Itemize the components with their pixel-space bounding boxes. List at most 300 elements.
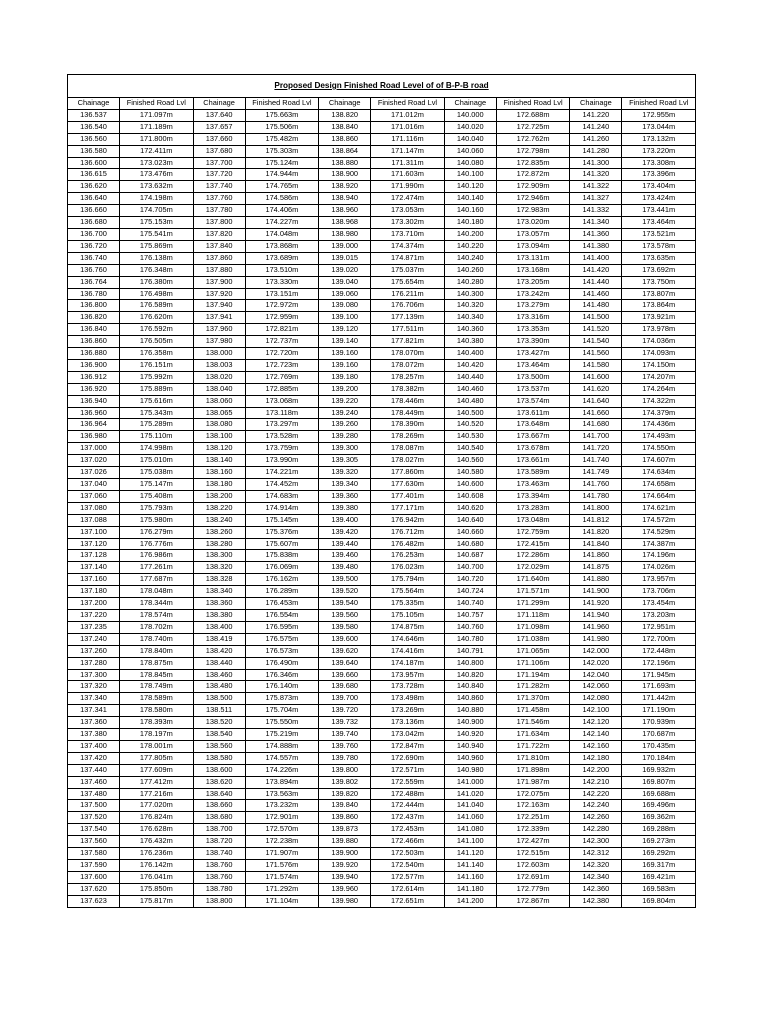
chainage-cell: 140.160 [444, 205, 496, 217]
chainage-cell: 137.980 [193, 336, 245, 348]
finished-level-cell: 176.279m [120, 526, 194, 538]
finished-level-cell: 173.220m [622, 145, 696, 157]
finished-level-cell: 172.769m [245, 371, 319, 383]
finished-level-cell: 176.162m [245, 574, 319, 586]
finished-level-cell: 174.998m [120, 443, 194, 455]
chainage-cell: 137.240 [68, 633, 120, 645]
chainage-cell: 138.540 [193, 729, 245, 741]
chainage-cell: 138.680 [193, 812, 245, 824]
chainage-cell: 137.660 [193, 133, 245, 145]
finished-level-cell: 173.279m [496, 300, 570, 312]
chainage-cell: 140.620 [444, 502, 496, 514]
chainage-cell: 138.000 [193, 348, 245, 360]
finished-level-cell: 171.106m [496, 657, 570, 669]
finished-level-cell: 174.664m [622, 490, 696, 502]
finished-level-cell: 178.840m [120, 645, 194, 657]
chainage-cell: 136.537 [68, 109, 120, 121]
finished-level-cell: 174.888m [245, 740, 319, 752]
chainage-cell: 141.400 [570, 252, 622, 264]
chainage-cell: 139.220 [319, 395, 371, 407]
chainage-cell: 138.500 [193, 693, 245, 705]
table-row [68, 133, 696, 145]
table-row [68, 860, 696, 872]
finished-level-cell: 172.488m [371, 788, 445, 800]
chainage-cell: 141.320 [570, 169, 622, 181]
finished-level-cell: 173.353m [496, 324, 570, 336]
chainage-cell: 140.420 [444, 359, 496, 371]
finished-level-cell: 173.510m [245, 264, 319, 276]
finished-level-cell: 172.540m [371, 860, 445, 872]
finished-level-cell: 175.654m [371, 276, 445, 288]
chainage-cell: 139.100 [319, 312, 371, 324]
table-row [68, 145, 696, 157]
finished-level-cell: 172.411m [120, 145, 194, 157]
finished-level-cell: 171.065m [496, 645, 570, 657]
finished-level-cell: 174.683m [245, 490, 319, 502]
finished-level-cell: 173.269m [371, 705, 445, 717]
finished-level-cell: 173.464m [496, 359, 570, 371]
finished-level-cell: 173.132m [622, 133, 696, 145]
finished-level-cell: 174.198m [120, 193, 194, 205]
finished-level-cell: 169.292m [622, 848, 696, 860]
chainage-cell: 141.380 [570, 240, 622, 252]
chainage-cell: 140.400 [444, 348, 496, 360]
finished-level-cell: 176.628m [120, 824, 194, 836]
chainage-cell: 141.140 [444, 860, 496, 872]
finished-level-cell: 174.221m [245, 467, 319, 479]
chainage-cell: 136.540 [68, 121, 120, 133]
chainage-cell: 141.900 [570, 586, 622, 598]
header-finished-level: Finished Road Lvl [245, 98, 319, 110]
finished-level-cell: 175.145m [245, 514, 319, 526]
chainage-cell: 140.820 [444, 669, 496, 681]
finished-level-cell: 178.027m [371, 455, 445, 467]
chainage-cell: 138.419 [193, 633, 245, 645]
finished-level-cell: 174.226m [245, 764, 319, 776]
finished-level-cell: 173.404m [622, 181, 696, 193]
finished-level-cell: 169.583m [622, 883, 696, 895]
chainage-cell: 138.860 [319, 133, 371, 145]
chainage-cell: 137.460 [68, 776, 120, 788]
chainage-cell: 141.812 [570, 514, 622, 526]
finished-level-cell: 175.343m [120, 407, 194, 419]
finished-level-cell: 177.609m [120, 764, 194, 776]
chainage-cell: 137.300 [68, 669, 120, 681]
finished-level-cell: 174.416m [371, 645, 445, 657]
finished-level-cell: 172.798m [496, 145, 570, 157]
chainage-cell: 139.180 [319, 371, 371, 383]
chainage-cell: 136.580 [68, 145, 120, 157]
chainage-cell: 141.060 [444, 812, 496, 824]
finished-level-cell: 173.689m [245, 252, 319, 264]
finished-level-cell: 172.075m [496, 788, 570, 800]
chainage-cell: 136.900 [68, 359, 120, 371]
finished-level-cell: 175.219m [245, 729, 319, 741]
chainage-cell: 140.720 [444, 574, 496, 586]
chainage-cell: 138.800 [193, 895, 245, 907]
finished-level-cell: 176.482m [371, 538, 445, 550]
chainage-cell: 138.620 [193, 776, 245, 788]
chainage-cell: 139.460 [319, 550, 371, 562]
chainage-cell: 136.615 [68, 169, 120, 181]
chainage-cell: 136.820 [68, 312, 120, 324]
finished-level-cell: 172.251m [496, 812, 570, 824]
finished-level-cell: 171.097m [120, 109, 194, 121]
level-table [67, 74, 696, 908]
chainage-cell: 139.360 [319, 490, 371, 502]
finished-level-cell: 172.453m [371, 824, 445, 836]
chainage-cell: 141.240 [570, 121, 622, 133]
chainage-cell: 136.560 [68, 133, 120, 145]
finished-level-cell: 172.759m [496, 526, 570, 538]
chainage-cell: 139.380 [319, 502, 371, 514]
chainage-cell: 140.440 [444, 371, 496, 383]
chainage-cell: 137.620 [68, 883, 120, 895]
table-row [68, 443, 696, 455]
table-row [68, 514, 696, 526]
chainage-cell: 138.960 [319, 205, 371, 217]
finished-level-cell: 172.577m [371, 871, 445, 883]
table-row [68, 776, 696, 788]
finished-level-cell: 175.110m [120, 431, 194, 443]
chainage-cell: 140.120 [444, 181, 496, 193]
chainage-cell: 141.100 [444, 836, 496, 848]
table-row [68, 240, 696, 252]
finished-level-cell: 175.889m [120, 383, 194, 395]
finished-level-cell: 174.227m [245, 217, 319, 229]
finished-level-cell: 173.807m [622, 288, 696, 300]
chainage-cell: 140.640 [444, 514, 496, 526]
finished-level-cell: 173.048m [496, 514, 570, 526]
chainage-cell: 140.740 [444, 598, 496, 610]
finished-level-cell: 176.712m [371, 526, 445, 538]
finished-level-cell: 175.147m [120, 479, 194, 491]
chainage-cell: 141.700 [570, 431, 622, 443]
chainage-cell: 140.500 [444, 407, 496, 419]
chainage-cell: 140.480 [444, 395, 496, 407]
chainage-cell: 139.980 [319, 895, 371, 907]
chainage-cell: 139.080 [319, 300, 371, 312]
chainage-cell: 138.864 [319, 145, 371, 157]
finished-level-cell: 176.706m [371, 300, 445, 312]
chainage-cell: 140.880 [444, 705, 496, 717]
finished-level-cell: 177.860m [371, 467, 445, 479]
finished-level-cell: 173.589m [496, 467, 570, 479]
finished-level-cell: 174.875m [371, 621, 445, 633]
chainage-cell: 136.720 [68, 240, 120, 252]
finished-level-cell: 172.415m [496, 538, 570, 550]
finished-level-cell: 172.821m [245, 324, 319, 336]
chainage-cell: 142.280 [570, 824, 622, 836]
chainage-cell: 137.128 [68, 550, 120, 562]
chainage-cell: 141.840 [570, 538, 622, 550]
finished-level-cell: 173.667m [496, 431, 570, 443]
chainage-cell: 141.660 [570, 407, 622, 419]
chainage-cell: 142.160 [570, 740, 622, 752]
chainage-cell: 138.340 [193, 586, 245, 598]
chainage-cell: 142.320 [570, 860, 622, 872]
finished-level-cell: 173.394m [496, 490, 570, 502]
finished-level-cell: 175.541m [120, 228, 194, 240]
finished-level-cell: 172.603m [496, 860, 570, 872]
finished-level-cell: 173.316m [496, 312, 570, 324]
finished-level-cell: 172.700m [622, 633, 696, 645]
chainage-cell: 142.120 [570, 717, 622, 729]
finished-level-cell: 172.444m [371, 800, 445, 812]
table-row [68, 300, 696, 312]
chainage-cell: 137.700 [193, 157, 245, 169]
finished-level-cell: 172.959m [245, 312, 319, 324]
chainage-cell: 139.900 [319, 848, 371, 860]
chainage-cell: 137.140 [68, 562, 120, 574]
chainage-cell: 139.680 [319, 681, 371, 693]
finished-level-cell: 176.140m [245, 681, 319, 693]
finished-level-cell: 171.282m [496, 681, 570, 693]
chainage-cell: 139.280 [319, 431, 371, 443]
chainage-cell: 141.960 [570, 621, 622, 633]
finished-level-cell: 173.205m [496, 276, 570, 288]
finished-level-cell: 173.330m [245, 276, 319, 288]
finished-level-cell: 174.529m [622, 526, 696, 538]
table-row [68, 407, 696, 419]
finished-level-cell: 173.203m [622, 609, 696, 621]
finished-level-cell: 171.546m [496, 717, 570, 729]
header-chainage: Chainage [68, 98, 120, 110]
chainage-cell: 140.260 [444, 264, 496, 276]
chainage-cell: 137.860 [193, 252, 245, 264]
finished-level-cell: 173.023m [120, 157, 194, 169]
finished-level-cell: 173.521m [622, 228, 696, 240]
table-row [68, 883, 696, 895]
header-finished-level: Finished Road Lvl [371, 98, 445, 110]
finished-level-cell: 173.635m [622, 252, 696, 264]
table-row [68, 812, 696, 824]
finished-level-cell: 175.817m [120, 895, 194, 907]
finished-level-cell: 176.142m [120, 860, 194, 872]
chainage-cell: 140.520 [444, 419, 496, 431]
chainage-cell: 138.280 [193, 538, 245, 550]
chainage-cell: 137.026 [68, 467, 120, 479]
chainage-cell: 139.020 [319, 264, 371, 276]
finished-level-cell: 173.759m [245, 443, 319, 455]
finished-level-cell: 178.740m [120, 633, 194, 645]
finished-level-cell: 174.387m [622, 538, 696, 550]
chainage-cell: 137.820 [193, 228, 245, 240]
finished-level-cell: 171.038m [496, 633, 570, 645]
chainage-cell: 137.220 [68, 609, 120, 621]
finished-level-cell: 172.901m [245, 812, 319, 824]
finished-level-cell: 173.563m [245, 788, 319, 800]
table-row [68, 455, 696, 467]
finished-level-cell: 178.589m [120, 693, 194, 705]
finished-level-cell: 172.946m [496, 193, 570, 205]
chainage-cell: 139.400 [319, 514, 371, 526]
chainage-cell: 137.280 [68, 657, 120, 669]
chainage-cell: 140.460 [444, 383, 496, 395]
chainage-cell: 138.880 [319, 157, 371, 169]
chainage-cell: 137.320 [68, 681, 120, 693]
finished-level-cell: 172.872m [496, 169, 570, 181]
finished-level-cell: 171.634m [496, 729, 570, 741]
table-row [68, 348, 696, 360]
chainage-cell: 137.000 [68, 443, 120, 455]
chainage-cell: 137.800 [193, 217, 245, 229]
finished-level-cell: 176.453m [245, 598, 319, 610]
chainage-cell: 139.873 [319, 824, 371, 836]
finished-level-cell: 171.311m [371, 157, 445, 169]
chainage-cell: 138.065 [193, 407, 245, 419]
chainage-cell: 139.340 [319, 479, 371, 491]
finished-level-cell: 178.087m [371, 443, 445, 455]
finished-level-cell: 175.794m [371, 574, 445, 586]
chainage-cell: 139.560 [319, 609, 371, 621]
chainage-cell: 138.700 [193, 824, 245, 836]
finished-level-cell: 177.821m [371, 336, 445, 348]
chainage-cell: 140.280 [444, 276, 496, 288]
finished-level-cell: 174.550m [622, 443, 696, 455]
chainage-cell: 137.900 [193, 276, 245, 288]
finished-level-cell: 172.466m [371, 836, 445, 848]
finished-level-cell: 174.944m [245, 169, 319, 181]
chainage-cell: 136.760 [68, 264, 120, 276]
finished-level-cell: 178.269m [371, 431, 445, 443]
finished-level-cell: 170.435m [622, 740, 696, 752]
chainage-cell: 137.260 [68, 645, 120, 657]
table-row [68, 193, 696, 205]
table-row [68, 157, 696, 169]
finished-level-cell: 176.023m [371, 562, 445, 574]
chainage-cell: 141.580 [570, 359, 622, 371]
chainage-cell: 137.941 [193, 312, 245, 324]
finished-level-cell: 174.572m [622, 514, 696, 526]
chainage-cell: 137.520 [68, 812, 120, 824]
chainage-cell: 141.600 [570, 371, 622, 383]
chainage-cell: 137.560 [68, 836, 120, 848]
finished-level-cell: 175.850m [120, 883, 194, 895]
header-chainage: Chainage [193, 98, 245, 110]
finished-level-cell: 175.153m [120, 217, 194, 229]
finished-level-cell: 169.317m [622, 860, 696, 872]
table-row [68, 181, 696, 193]
finished-level-cell: 177.630m [371, 479, 445, 491]
table-row [68, 502, 696, 514]
table-row [68, 538, 696, 550]
finished-level-cell: 175.663m [245, 109, 319, 121]
chainage-cell: 141.460 [570, 288, 622, 300]
table-row [68, 276, 696, 288]
finished-level-cell: 171.907m [245, 848, 319, 860]
chainage-cell: 137.088 [68, 514, 120, 526]
chainage-cell: 139.640 [319, 657, 371, 669]
chainage-cell: 139.240 [319, 407, 371, 419]
chainage-cell: 142.080 [570, 693, 622, 705]
chainage-cell: 140.100 [444, 169, 496, 181]
chainage-cell: 142.180 [570, 752, 622, 764]
finished-level-cell: 171.603m [371, 169, 445, 181]
finished-level-cell: 175.550m [245, 717, 319, 729]
finished-level-cell: 169.807m [622, 776, 696, 788]
finished-level-cell: 171.574m [245, 871, 319, 883]
chainage-cell: 142.312 [570, 848, 622, 860]
chainage-cell: 140.060 [444, 145, 496, 157]
header-chainage: Chainage [444, 98, 496, 110]
chainage-cell: 139.802 [319, 776, 371, 788]
finished-level-cell: 172.720m [245, 348, 319, 360]
chainage-cell: 138.660 [193, 800, 245, 812]
table-row [68, 562, 696, 574]
finished-level-cell: 173.957m [371, 669, 445, 681]
finished-level-cell: 173.463m [496, 479, 570, 491]
chainage-cell: 137.657 [193, 121, 245, 133]
finished-level-cell: 176.575m [245, 633, 319, 645]
chainage-cell: 140.530 [444, 431, 496, 443]
finished-level-cell: 173.131m [496, 252, 570, 264]
finished-level-cell: 172.688m [496, 109, 570, 121]
finished-level-cell: 169.496m [622, 800, 696, 812]
chainage-cell: 139.305 [319, 455, 371, 467]
chainage-cell: 140.020 [444, 121, 496, 133]
finished-level-cell: 176.348m [120, 264, 194, 276]
finished-level-cell: 174.026m [622, 562, 696, 574]
chainage-cell: 139.140 [319, 336, 371, 348]
table-row [68, 836, 696, 848]
finished-level-cell: 171.104m [245, 895, 319, 907]
chainage-cell: 136.600 [68, 157, 120, 169]
finished-level-cell: 174.150m [622, 359, 696, 371]
finished-level-cell: 172.983m [496, 205, 570, 217]
finished-level-cell: 174.765m [245, 181, 319, 193]
chainage-cell: 139.760 [319, 740, 371, 752]
finished-level-cell: 176.589m [120, 300, 194, 312]
chainage-cell: 139.580 [319, 621, 371, 633]
chainage-cell: 138.120 [193, 443, 245, 455]
chainage-cell: 138.968 [319, 217, 371, 229]
finished-level-cell: 172.614m [371, 883, 445, 895]
chainage-cell: 138.100 [193, 431, 245, 443]
finished-level-cell: 172.474m [371, 193, 445, 205]
chainage-cell: 141.332 [570, 205, 622, 217]
chainage-cell: 138.760 [193, 871, 245, 883]
finished-level-cell: 172.029m [496, 562, 570, 574]
chainage-cell: 138.080 [193, 419, 245, 431]
chainage-cell: 139.160 [319, 348, 371, 360]
chainage-cell: 138.440 [193, 657, 245, 669]
table-row [68, 431, 696, 443]
chainage-cell: 137.600 [68, 871, 120, 883]
chainage-cell: 139.060 [319, 288, 371, 300]
chainage-cell: 137.235 [68, 621, 120, 633]
finished-level-cell: 172.559m [371, 776, 445, 788]
finished-level-cell: 172.955m [622, 109, 696, 121]
chainage-cell: 139.780 [319, 752, 371, 764]
table-row [68, 264, 696, 276]
finished-level-cell: 175.607m [245, 538, 319, 550]
chainage-cell: 140.920 [444, 729, 496, 741]
chainage-cell: 139.160 [319, 359, 371, 371]
finished-level-cell: 176.358m [120, 348, 194, 360]
chainage-cell: 138.900 [319, 169, 371, 181]
finished-level-cell: 176.573m [245, 645, 319, 657]
chainage-cell: 139.800 [319, 764, 371, 776]
finished-level-cell: 169.421m [622, 871, 696, 883]
finished-level-cell: 173.868m [245, 240, 319, 252]
chainage-cell: 142.300 [570, 836, 622, 848]
finished-level-cell: 172.427m [496, 836, 570, 848]
finished-level-cell: 178.344m [120, 598, 194, 610]
finished-level-cell: 171.012m [371, 109, 445, 121]
chainage-cell: 138.520 [193, 717, 245, 729]
header-finished-level: Finished Road Lvl [120, 98, 194, 110]
